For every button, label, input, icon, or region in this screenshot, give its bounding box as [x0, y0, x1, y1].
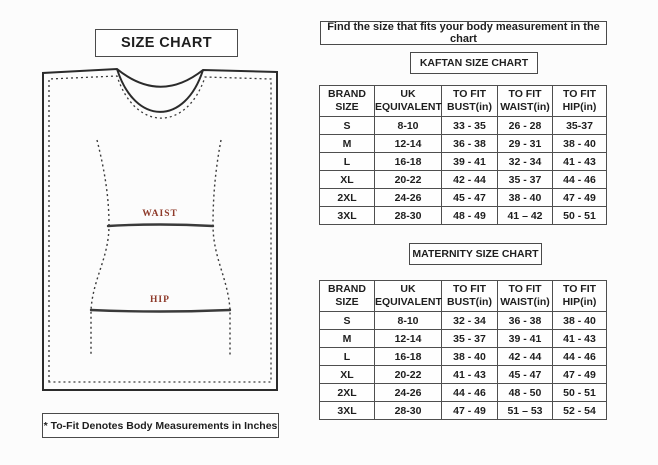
table-cell: 28-30 — [375, 207, 442, 225]
table-cell: 48 - 49 — [442, 207, 498, 225]
table-cell: 2XL — [320, 189, 375, 207]
table-cell: 38 - 40 — [442, 348, 498, 366]
table-cell: 47 - 49 — [553, 189, 607, 207]
table-cell: 41 – 42 — [498, 207, 553, 225]
table-cell: 39 - 41 — [442, 153, 498, 171]
garment-outline — [43, 69, 277, 390]
table-row — [320, 312, 607, 330]
neckline-curve — [117, 69, 203, 112]
waist-line — [108, 225, 213, 227]
table-cell: 16-18 — [375, 348, 442, 366]
table-row — [320, 153, 607, 171]
body-silhouette-right — [213, 140, 230, 355]
table-cell: S — [320, 312, 375, 330]
col-header-bust: TO FIT BUST(in) — [442, 281, 498, 312]
table-cell: 32 - 34 — [498, 153, 553, 171]
col-header-bust: TO FIT BUST(in) — [442, 86, 498, 117]
table-cell: 8-10 — [375, 117, 442, 135]
kaftan-chart-heading-text: KAFTAN SIZE CHART — [419, 57, 529, 69]
table-cell: 48 - 50 — [498, 384, 553, 402]
table-cell: 16-18 — [375, 153, 442, 171]
table-row — [320, 384, 607, 402]
kaftan-size-table — [319, 85, 607, 225]
maternity-table-header — [320, 281, 607, 312]
table-cell: 52 - 54 — [553, 402, 607, 420]
maternity-chart-heading-text: MATERNITY SIZE CHART — [412, 248, 539, 260]
instruction-banner — [320, 21, 607, 45]
col-header-brand-size: BRAND SIZE — [320, 281, 375, 312]
table-cell: M — [320, 135, 375, 153]
table-cell: 24-26 — [375, 189, 442, 207]
col-header-uk-equivalent: UK EQUIVALENT — [375, 86, 442, 117]
kaftan-garment-diagram — [35, 62, 285, 400]
table-cell: XL — [320, 171, 375, 189]
instruction-text: Find the size that fits your body measurement in the chart — [327, 21, 600, 45]
table-row — [320, 207, 607, 225]
table-cell: 45 - 47 — [498, 366, 553, 384]
table-cell: 3XL — [320, 207, 375, 225]
table-cell: 42 - 44 — [498, 348, 553, 366]
table-cell: 2XL — [320, 384, 375, 402]
table-cell: 50 - 51 — [553, 384, 607, 402]
table-cell: 38 - 40 — [553, 312, 607, 330]
table-cell: 35-37 — [553, 117, 607, 135]
table-cell: 8-10 — [375, 312, 442, 330]
table-row — [320, 402, 607, 420]
table-cell: 38 - 40 — [553, 135, 607, 153]
col-header-brand-size: BRAND SIZE — [320, 86, 375, 117]
table-cell: 47 - 49 — [442, 402, 498, 420]
table-row — [320, 171, 607, 189]
stitch-outline — [49, 76, 271, 382]
hip-line — [91, 310, 230, 312]
footnote — [42, 413, 279, 438]
col-header-waist: TO FIT WAIST(in) — [498, 281, 553, 312]
table-cell: 39 - 41 — [498, 330, 553, 348]
table-cell: L — [320, 153, 375, 171]
page-title — [95, 29, 238, 57]
table-cell: L — [320, 348, 375, 366]
kaftan-table-body — [320, 117, 607, 225]
table-cell: 45 - 47 — [442, 189, 498, 207]
table-row — [320, 117, 607, 135]
table-cell: 42 - 44 — [442, 171, 498, 189]
table-row — [320, 366, 607, 384]
col-header-hip: TO FIT HIP(in) — [553, 86, 607, 117]
table-cell: 36 - 38 — [498, 312, 553, 330]
table-cell: 20-22 — [375, 171, 442, 189]
table-cell: 44 - 46 — [442, 384, 498, 402]
table-cell: 28-30 — [375, 402, 442, 420]
table-row — [320, 189, 607, 207]
table-cell: 12-14 — [375, 135, 442, 153]
table-cell: 29 - 31 — [498, 135, 553, 153]
waist-label: WAIST — [142, 209, 178, 219]
table-cell: 24-26 — [375, 384, 442, 402]
table-cell: 12-14 — [375, 330, 442, 348]
table-cell: 35 - 37 — [442, 330, 498, 348]
table-cell: 47 - 49 — [553, 366, 607, 384]
table-cell: 36 - 38 — [442, 135, 498, 153]
header-row — [320, 86, 607, 117]
header-row — [320, 281, 607, 312]
maternity-size-table — [319, 280, 607, 420]
maternity-table-body — [320, 312, 607, 420]
table-cell: 20-22 — [375, 366, 442, 384]
kaftan-table-header — [320, 86, 607, 117]
table-cell: 51 – 53 — [498, 402, 553, 420]
table-cell: S — [320, 117, 375, 135]
kaftan-chart-heading — [410, 52, 538, 74]
table-cell: 41 - 43 — [442, 366, 498, 384]
table-cell: 26 - 28 — [498, 117, 553, 135]
table-cell: 32 - 34 — [442, 312, 498, 330]
table-cell: 33 - 35 — [442, 117, 498, 135]
table-cell: 50 - 51 — [553, 207, 607, 225]
table-cell: 3XL — [320, 402, 375, 420]
col-header-uk-equivalent: UK EQUIVALENT — [375, 281, 442, 312]
footnote-text: * To-Fit Denotes Body Measurements in Inches — [43, 419, 278, 432]
table-cell: 41 - 43 — [553, 330, 607, 348]
table-cell: 38 - 40 — [498, 189, 553, 207]
table-row — [320, 348, 607, 366]
table-cell: 35 - 37 — [498, 171, 553, 189]
table-cell: 44 - 46 — [553, 171, 607, 189]
table-cell: 41 - 43 — [553, 153, 607, 171]
hip-label: HIP — [150, 295, 170, 305]
maternity-chart-heading — [409, 243, 542, 265]
table-cell: 44 - 46 — [553, 348, 607, 366]
table-row — [320, 135, 607, 153]
body-silhouette-left — [91, 140, 109, 355]
table-cell: XL — [320, 366, 375, 384]
table-cell: M — [320, 330, 375, 348]
page-title-text: SIZE CHART — [121, 35, 212, 51]
table-row — [320, 330, 607, 348]
col-header-waist: TO FIT WAIST(in) — [498, 86, 553, 117]
col-header-hip: TO FIT HIP(in) — [553, 281, 607, 312]
